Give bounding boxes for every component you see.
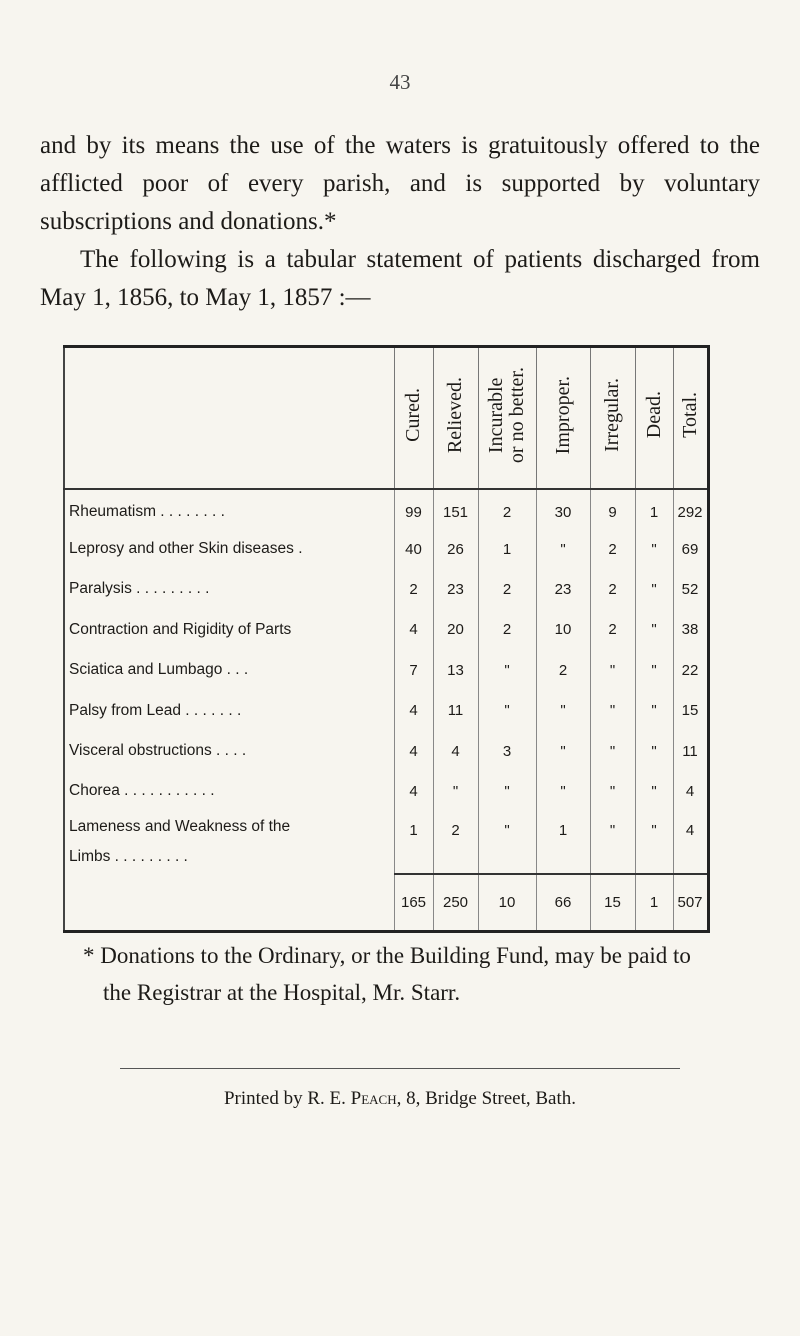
table-row (64, 650, 708, 690)
cell-improper: " (536, 771, 590, 811)
cell-relieved: " (433, 771, 478, 811)
cell-relieved: 151 (433, 489, 478, 529)
cell-dead: 1 (635, 489, 673, 529)
cell-relieved: 11 (433, 690, 478, 730)
disease-name: Contraction and Rigidity of Parts (69, 620, 292, 638)
column-header-dead: Dead. (635, 347, 673, 489)
cell-cured: 99 (394, 489, 433, 529)
table-row (64, 489, 708, 529)
cell-total: 4 (673, 812, 708, 874)
disease-name: Palsy from Lead . . . . . . . (69, 701, 242, 719)
header-row (64, 347, 708, 489)
disease-name: Visceral obstructions . . . . (69, 742, 247, 760)
cell-dead: " (635, 529, 673, 569)
cell-relieved: 2 (433, 812, 478, 874)
cell-incurable: " (478, 771, 536, 811)
cell-irregular: " (590, 771, 635, 811)
column-header-relieved: Relieved. (433, 347, 478, 489)
cell-cured: 4 (394, 690, 433, 730)
total-dead: 1 (635, 874, 673, 932)
header-blank (64, 347, 394, 489)
table-row (64, 690, 708, 730)
total-relieved: 250 (433, 874, 478, 932)
cell-irregular: 2 (590, 529, 635, 569)
cell-total: 4 (673, 771, 708, 811)
cell-improper: " (536, 690, 590, 730)
table-row (64, 812, 708, 874)
column-header-incurable: Incurable or no better. (478, 347, 536, 489)
intro-paragraph-2: The following is a tabular statement of patients discharged from May 1, 1856, to May 1, 1857 :— (40, 246, 760, 311)
column-header-total: Total. (673, 347, 708, 489)
column-header-irregular: Irregular. (590, 347, 635, 489)
cell-improper: 10 (536, 610, 590, 650)
page-number: 43 (389, 70, 411, 94)
cell-incurable: " (478, 812, 536, 874)
disease-name: Leprosy and other Skin diseases . (69, 540, 303, 558)
cell-total: 22 (673, 650, 708, 690)
disease-name (64, 812, 394, 874)
table-row (64, 569, 708, 609)
cell-incurable: 3 (478, 731, 536, 771)
cell-dead: " (635, 650, 673, 690)
disease-name: Sciatica and Lumbago . . . (69, 661, 249, 679)
cell-incurable: 2 (478, 489, 536, 529)
cell-dead: " (635, 771, 673, 811)
cell-improper: 30 (536, 489, 590, 529)
cell-improper: " (536, 731, 590, 771)
cell-irregular: " (590, 731, 635, 771)
cell-irregular: 2 (590, 610, 635, 650)
cell-irregular: 9 (590, 489, 635, 529)
total-irregular: 15 (590, 874, 635, 932)
intro-paragraph-1: and by its means the use of the waters is gratuitously offered to the afflicted poor of every parish, and is supported by voluntary subscriptions and donations.* (40, 132, 760, 235)
column-header-cured: Cured. (394, 347, 433, 489)
cell-total: 11 (673, 731, 708, 771)
cell-cured: 7 (394, 650, 433, 690)
footnote-line-2: the Registrar at the Hospital, Mr. Starr. (103, 980, 461, 1005)
total-cured: 165 (394, 874, 433, 932)
footnote (83, 937, 743, 1011)
cell-dead: " (635, 610, 673, 650)
total-improper: 66 (536, 874, 590, 932)
cell-cured: 4 (394, 610, 433, 650)
cell-relieved: 23 (433, 569, 478, 609)
cell-improper: 1 (536, 812, 590, 874)
discharge-statistics-table (63, 345, 710, 933)
grand-total: 507 (673, 874, 708, 932)
cell-dead: " (635, 731, 673, 771)
cell-cured: 4 (394, 731, 433, 771)
cell-incurable: 2 (478, 610, 536, 650)
totals-row (64, 874, 708, 932)
cell-incurable: " (478, 650, 536, 690)
printer-name: Peach (350, 1088, 397, 1109)
cell-total: 292 (673, 489, 708, 529)
table-row (64, 529, 708, 569)
cell-incurable: 2 (478, 569, 536, 609)
table-row (64, 610, 708, 650)
divider-rule (120, 1068, 680, 1069)
printer-imprint (0, 1088, 800, 1110)
cell-cured: 2 (394, 569, 433, 609)
cell-cured: 40 (394, 529, 433, 569)
disease-name-line-2: Limbs . . . . . . . . . (69, 847, 188, 865)
column-header-improper: Improper. (536, 347, 590, 489)
cell-total: 15 (673, 690, 708, 730)
cell-irregular: 2 (590, 569, 635, 609)
cell-total: 52 (673, 569, 708, 609)
table-row (64, 731, 708, 771)
cell-incurable: " (478, 690, 536, 730)
cell-dead: " (635, 812, 673, 874)
cell-total: 38 (673, 610, 708, 650)
cell-improper: 23 (536, 569, 590, 609)
cell-irregular: " (590, 812, 635, 874)
total-incurable: 10 (478, 874, 536, 932)
disease-name: Rheumatism . . . . . . . . (69, 503, 225, 521)
cell-irregular: " (590, 690, 635, 730)
disease-name: Chorea . . . . . . . . . . . (69, 782, 215, 800)
cell-improper: " (536, 529, 590, 569)
cell-relieved: 13 (433, 650, 478, 690)
cell-irregular: " (590, 650, 635, 690)
cell-dead: " (635, 690, 673, 730)
cell-relieved: 20 (433, 610, 478, 650)
cell-relieved: 4 (433, 731, 478, 771)
cell-incurable: 1 (478, 529, 536, 569)
totals-blank (64, 874, 394, 932)
printer-address: , 8, Bridge Street, Bath. (396, 1088, 577, 1109)
footnote-line-1: * Donations to the Ordinary, or the Building Fund, may be paid to (83, 943, 691, 968)
cell-improper: 2 (536, 650, 590, 690)
cell-cured: 4 (394, 771, 433, 811)
intro-text (40, 127, 760, 317)
disease-name: Paralysis . . . . . . . . . (69, 580, 210, 598)
disease-name-line-1: Lameness and Weakness of the (69, 817, 291, 835)
cell-total: 69 (673, 529, 708, 569)
cell-cured: 1 (394, 812, 433, 874)
cell-dead: " (635, 569, 673, 609)
table-row (64, 771, 708, 811)
cell-relieved: 26 (433, 529, 478, 569)
printer-prefix: Printed by R. E. (223, 1088, 346, 1109)
